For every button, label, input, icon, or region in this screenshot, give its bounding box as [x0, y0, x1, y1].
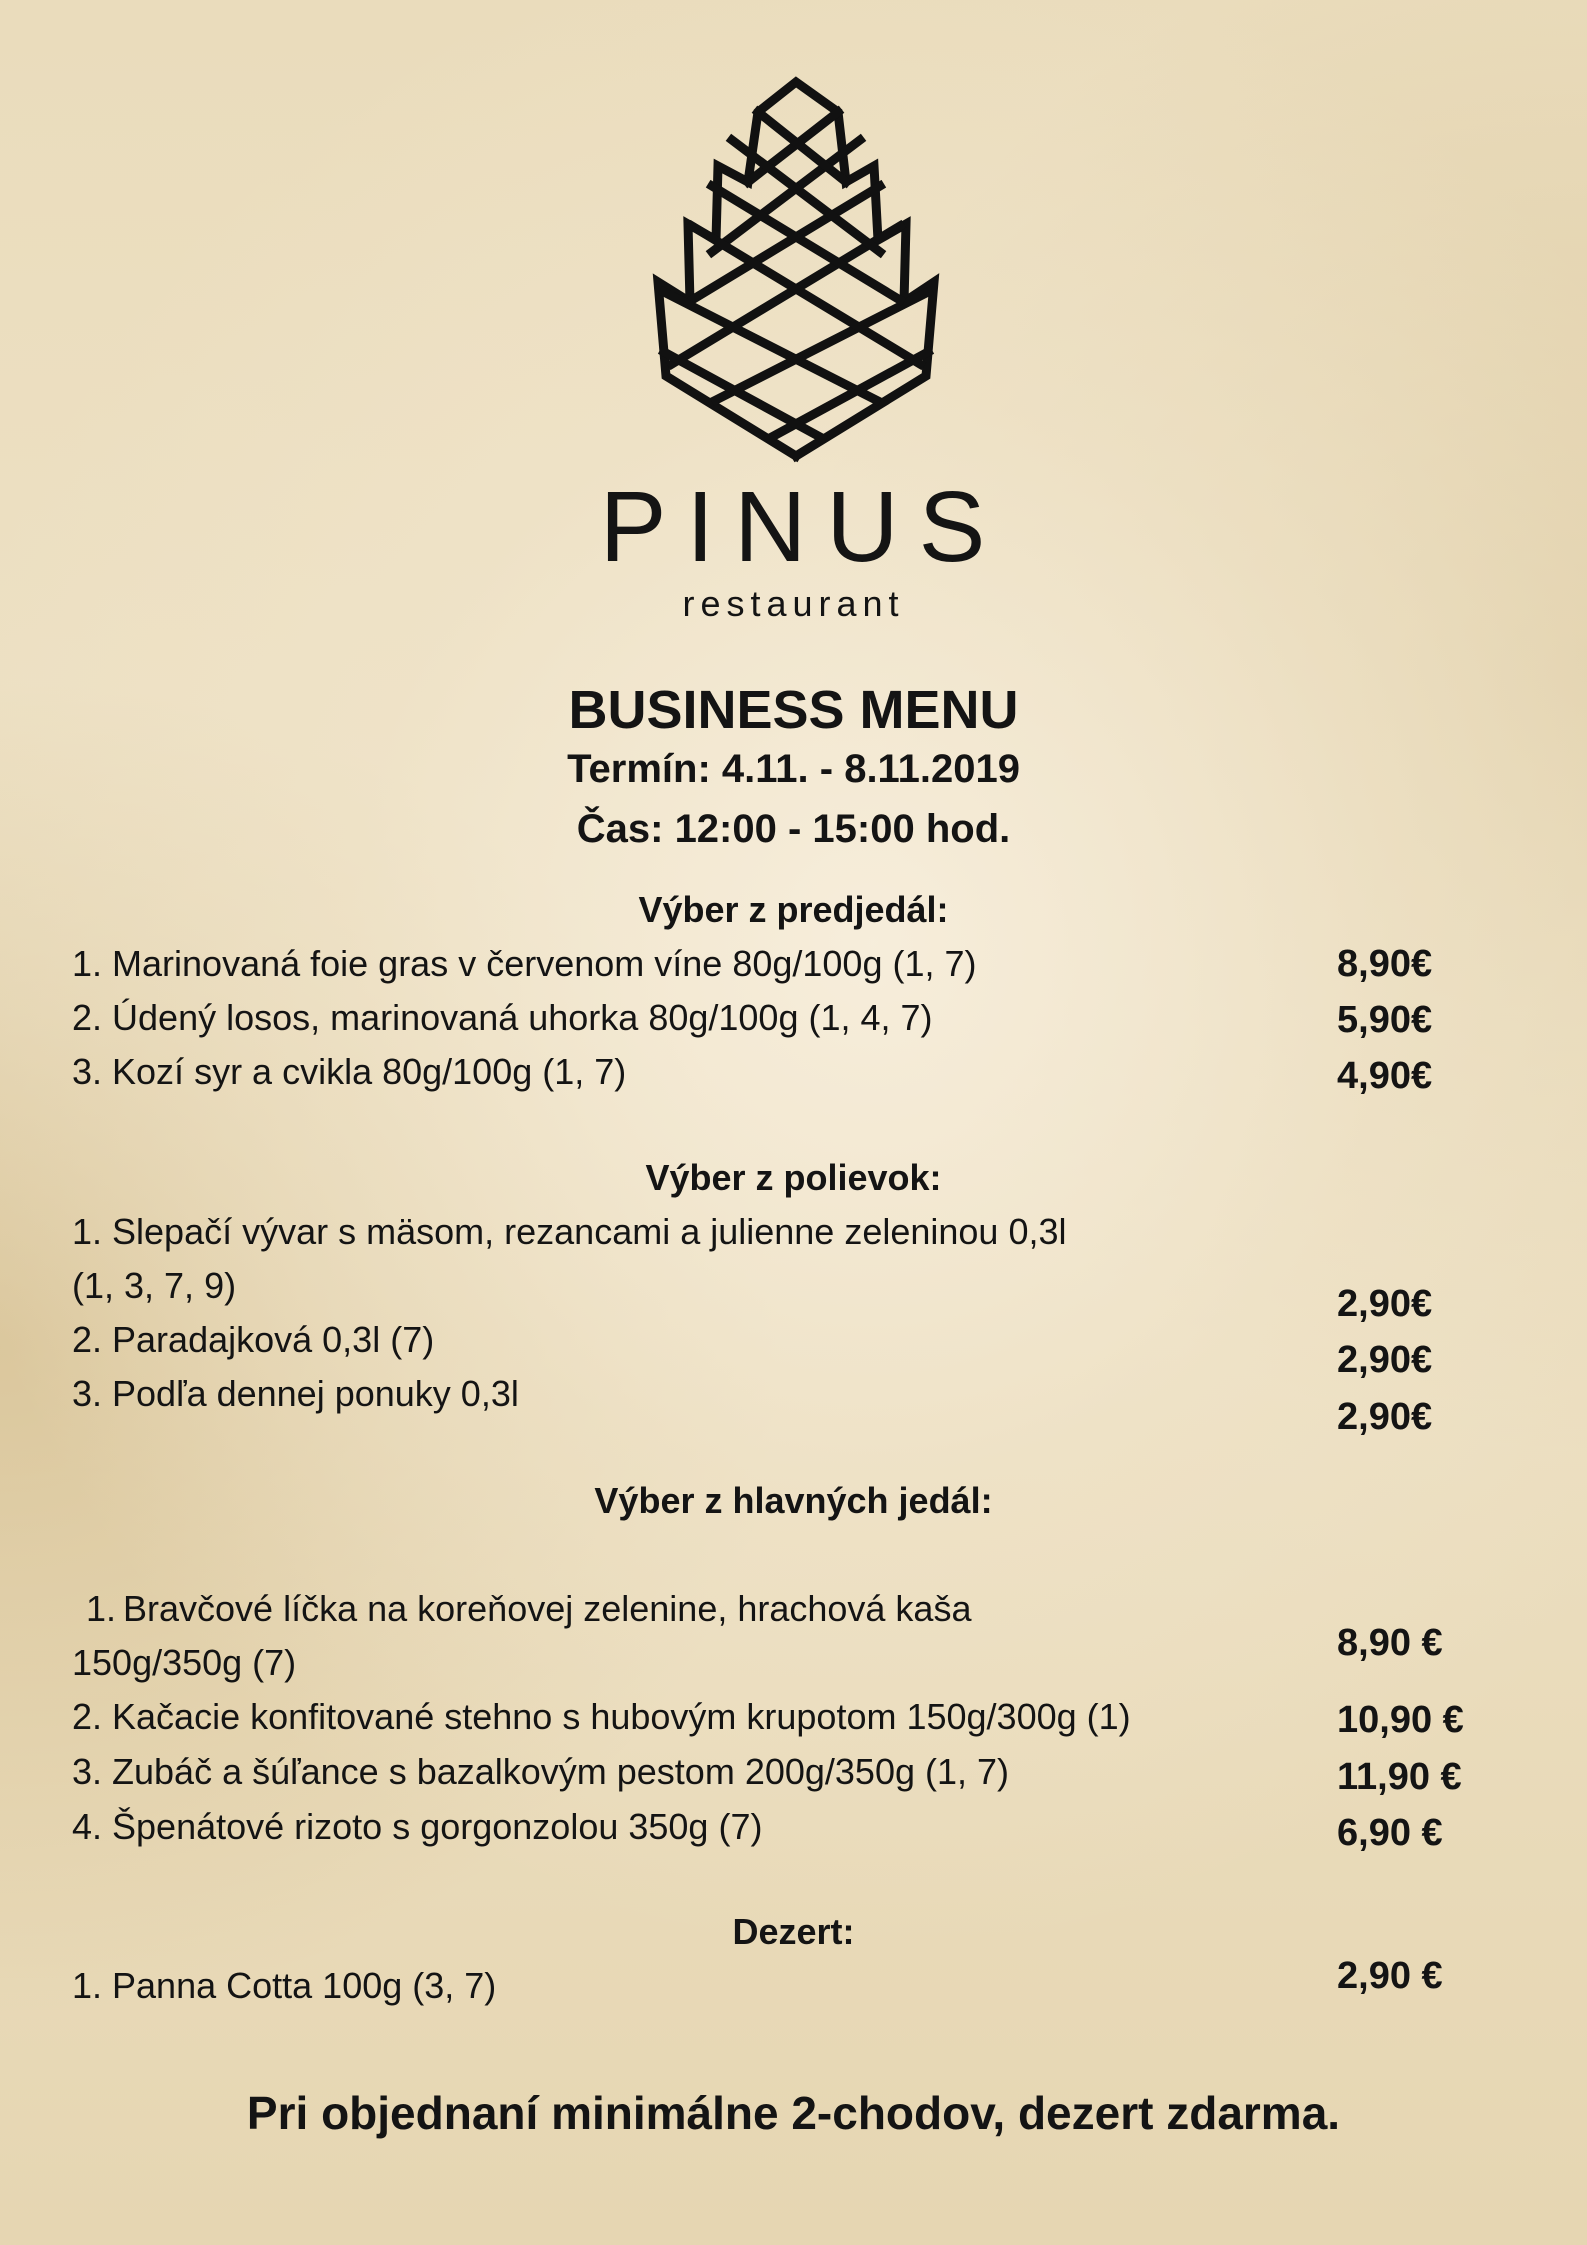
main-price-3: 11,90 €	[1337, 1756, 1462, 1798]
soups-heading: Výber z polievok:	[645, 1157, 942, 1198]
brand-name: PINUS	[599, 471, 1006, 583]
dessert-heading: Dezert:	[732, 1911, 855, 1952]
starter-item-1: 1. Marinovaná foie gras v červenom víne 80g/100g (1, 7)	[72, 943, 977, 984]
main-item-1: Bravčové líčka na koreňovej zelenine, hrachová kaša	[123, 1588, 972, 1629]
main-price-2: 10,90 €	[1337, 1699, 1464, 1741]
starter-item-2: 2. Údený losos, marinovaná uhorka 80g/100g (1, 4, 7)	[72, 997, 933, 1038]
soup-item-3: 3. Podľa dennej ponuky 0,3l	[72, 1373, 519, 1414]
main-item-3: 3. Zubáč a šúľance s bazalkovým pestom 200g/350g (1, 7)	[72, 1751, 1010, 1792]
soup-price-2: 2,90€	[1337, 1339, 1433, 1381]
starter-price-2: 5,90€	[1337, 999, 1433, 1041]
pinecone-logo-icon	[650, 76, 940, 466]
starters-heading: Výber z predjedál:	[638, 889, 949, 930]
main-price-4: 6,90 €	[1337, 1812, 1443, 1854]
soup-price-3: 2,90€	[1337, 1396, 1433, 1438]
menu-title: BUSINESS MENU	[568, 680, 1019, 740]
soup-item-1-allergens: (1, 3, 7, 9)	[72, 1265, 237, 1306]
starter-price-1: 8,90€	[1337, 943, 1433, 985]
dessert-item-1: 1. Panna Cotta 100g (3, 7)	[72, 1965, 497, 2006]
starter-item-3: 3. Kozí syr a cvikla 80g/100g (1, 7)	[72, 1051, 627, 1092]
main-item-4: 4. Špenátové rizoto s gorgonzolou 350g (7)	[72, 1806, 763, 1847]
soup-item-1: 1. Slepačí vývar s mäsom, rezancami a julienne zeleninou 0,3l	[72, 1211, 1067, 1252]
main-price-1: 8,90 €	[1337, 1622, 1443, 1664]
menu-time: Čas: 12:00 - 15:00 hod.	[576, 807, 1011, 851]
footer-note: Pri objednaní minimálne 2-chodov, dezert zdarma.	[246, 2087, 1341, 2139]
soup-price-1: 2,90€	[1337, 1283, 1433, 1325]
dessert-price-1: 2,90 €	[1337, 1955, 1443, 1997]
brand-subtitle: restaurant	[682, 583, 905, 624]
main-item-1-weight: 150g/350g (7)	[72, 1642, 297, 1683]
menu-term: Termín: 4.11. - 8.11.2019	[567, 747, 1020, 791]
main-item-2: 2. Kačacie konfitované stehno s hubovým krupotom 150g/300g (1)	[72, 1696, 1131, 1737]
main-item-1-number: 1.	[86, 1588, 117, 1629]
starter-price-3: 4,90€	[1337, 1055, 1433, 1097]
soup-item-2: 2. Paradajková 0,3l (7)	[72, 1319, 435, 1360]
mains-heading: Výber z hlavných jedál:	[594, 1480, 993, 1521]
